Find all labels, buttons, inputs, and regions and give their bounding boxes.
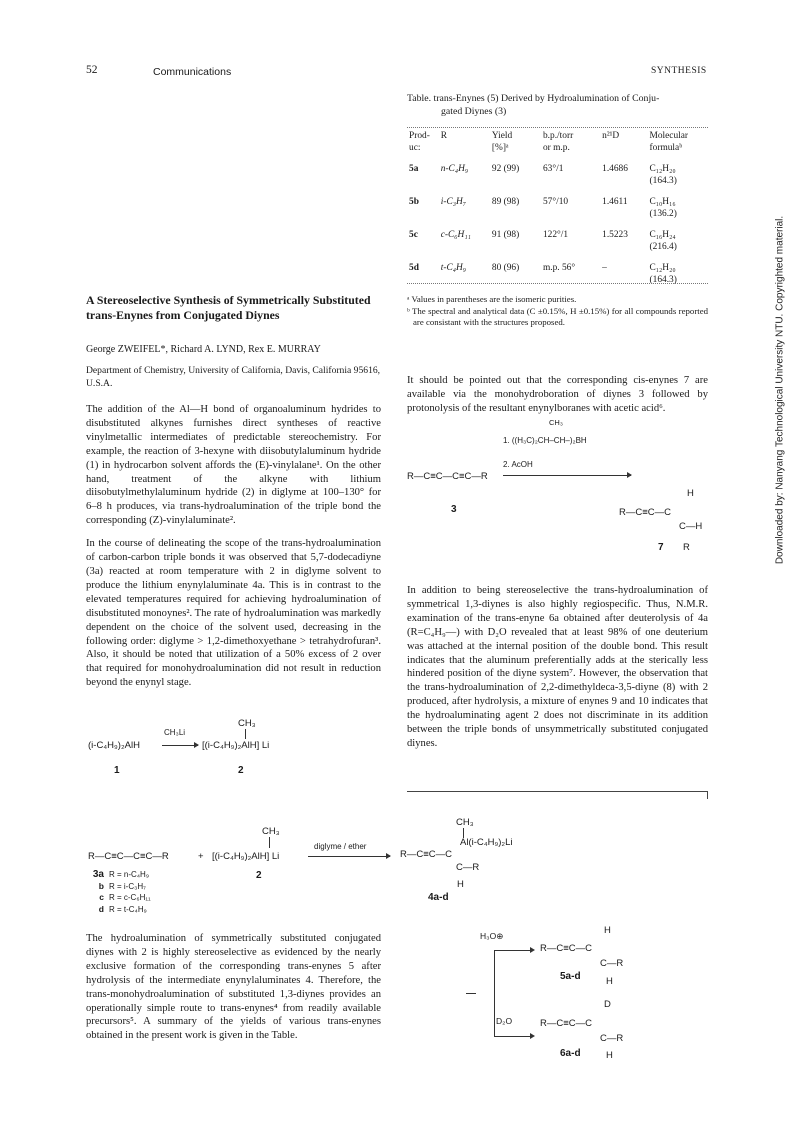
table-caption-line2: gated Diynes (3) (441, 105, 507, 117)
s3-p6-d: D (604, 999, 611, 1010)
cell-nd: – (602, 263, 607, 273)
s2-reagent: [(i-C₄H₉)₂AlH] Li (212, 851, 280, 862)
s2-reagent-ch3: CH₃ (262, 826, 280, 837)
s3-p6-label: 6a-d (560, 1048, 581, 1059)
table-header-cell: Prod- uc: (409, 131, 430, 153)
cell-bp: 57°/10 (542, 197, 569, 207)
s1-label-2: 2 (238, 765, 244, 776)
s3-d2o: D₂O (496, 1016, 513, 1026)
substituent-item (88, 904, 151, 916)
s4-ch3: CH₃ (549, 418, 563, 427)
table-caption-line1: Table. trans-Enynes (5) Derived by Hydroalumination of Conju- (407, 93, 660, 104)
cell-product: 5a (409, 164, 419, 174)
cell-yield: 80 (96) (491, 263, 520, 273)
s4-prod-ch: C—H (679, 521, 703, 532)
table-rule-bottom (407, 283, 708, 284)
data-table (409, 131, 709, 296)
section-name: Communications (153, 66, 232, 78)
substituent-value: R = t-C₄H₉ (109, 904, 147, 914)
s3-arrowhead-bottom (530, 1033, 535, 1039)
cell-r: n-C₄H₉ (440, 164, 469, 174)
table-header-cell: Molecular formulaᵇ (649, 131, 689, 153)
s2-prod-h: H (457, 879, 464, 890)
cell-yield: 89 (98) (491, 197, 520, 207)
scheme-4 (407, 418, 712, 578)
article-affiliation: Department of Chemistry, University of California, Davis, California 95616, U.S.A. (86, 365, 381, 389)
substituent-key: 3a (92, 869, 104, 880)
s4-arrow (503, 475, 631, 476)
s2-reagent-bond (269, 837, 270, 848)
substituent-item (88, 881, 151, 893)
s3-branch-vertical (494, 950, 495, 1036)
s3-arrow-bottom (494, 1036, 532, 1037)
substituent-value: R = c-C₆H₁₁ (109, 893, 151, 902)
right-column-text-1 (407, 374, 708, 416)
scheme-rule (407, 791, 708, 792)
s3-stub (466, 993, 476, 994)
s3-arrow-top (494, 950, 532, 951)
s3-p6-main: R—C≡C—C (540, 1018, 592, 1029)
s2-prod-al: Al(i-C₄H₉)₂Li (460, 837, 513, 848)
cell-formula: C₁₆H₂₄ (216.4) (649, 230, 677, 252)
s2-arrow (308, 856, 390, 857)
s4-reagent1: 1. ((H₃C)₂CH–CH–)₂BH (503, 436, 587, 445)
cell-yield: 92 (99) (491, 164, 520, 174)
s2-label-2: 2 (256, 870, 262, 881)
cell-bp: 63°/1 (542, 164, 564, 174)
s3-p5-h2: H (606, 976, 613, 987)
left-column-text (86, 403, 381, 690)
s4-diyne: R—C≡C—C≡C—R (407, 471, 488, 482)
table-header-cell: R (440, 131, 448, 141)
substituent-key: c (99, 892, 104, 902)
substituent-value: R = i-C₃H₇ (109, 881, 146, 891)
cell-bp: 122°/1 (542, 230, 569, 240)
s2-diyne: R—C≡C—C≡C—R (88, 851, 169, 862)
s4-prod-main: R—C≡C—C (619, 507, 671, 518)
table-row (409, 197, 709, 230)
journal-name: SYNTHESIS (651, 66, 707, 76)
s2-arrowhead (386, 853, 391, 859)
cell-r: c-C₆H₁₁ (440, 230, 471, 240)
table-header-cell: n²¹D (602, 131, 620, 141)
table-row (409, 164, 709, 197)
substituent-item (88, 870, 151, 881)
s4-label-7: 7 (658, 542, 664, 553)
scheme-3 (462, 925, 712, 1070)
s2-prod-main: R—C≡C—C (400, 849, 452, 860)
s2-prod-ch3: CH₃ (456, 817, 474, 828)
cell-nd: 1.4686 (602, 164, 628, 174)
cell-formula: C₁₀H₁₆ (136.2) (649, 197, 677, 219)
cell-nd: 1.4611 (602, 197, 628, 207)
table-row (409, 263, 709, 296)
s2-prod-cr: C—R (456, 862, 480, 873)
s4-reagent2: 2. AcOH (503, 460, 533, 469)
cell-yield: 91 (98) (491, 230, 520, 240)
scheme-rule-right (707, 791, 708, 799)
page-number: 52 (86, 64, 98, 76)
s1-arrowhead (194, 742, 199, 748)
substituent-item (88, 892, 151, 904)
cell-r: i-C₃H₇ (440, 197, 467, 207)
paragraph-5: In addition to being stereoselective the trans-hydroalumination of symmetrical 1,3-diynes is also highly regiospecific. Thus, N.M.R. examination of the trans-enyne 6a obtained after deuterolysis of 4a (R=C₄H₉—) with D₂O revealed that at least 98% of one deuterium was attached at the internal position of the double bond. This result indicates that the aluminum preferentially adds at the sterically less hindered position of the diyne system⁷. However, the observation that the trans-hydroalumination of 2,2-dimethyldeca-3,5-diyne (8) with 2 produced, after hydrolysis, a mixture of enynes 9 and 10 indicates that the hydroaluminating agent 2 does not discriminate in its addition between the triple bonds of unsymmetrically substituted conjugated diynes. (407, 585, 708, 749)
s1-arrow (162, 745, 198, 746)
s3-p6-cr: C—R (600, 1033, 624, 1044)
s1-reagent: CH₃Li (164, 728, 186, 737)
s4-label-3: 3 (451, 504, 457, 515)
table-row (409, 230, 709, 263)
paragraph-4: It should be pointed out that the corresponding cis-enynes 7 are available via the monohydroboration of diynes 3 followed by protonolysis of the resultant enynylboranes with acetic acid⁶. (407, 375, 708, 414)
cell-formula: C₁₂H₂₀ (164.3) (649, 164, 677, 186)
table-caption (407, 93, 707, 118)
s3-p5-cr: C—R (600, 958, 624, 969)
right-column-text-2 (407, 584, 708, 751)
s4-prod-r: R (683, 542, 690, 553)
table-header-cell: Yield [%]ᵃ (491, 131, 513, 153)
cell-product: 5c (409, 230, 418, 240)
table-footnotes (407, 294, 708, 329)
scheme-1 (86, 718, 386, 784)
cell-product: 5d (409, 263, 419, 273)
s1-product: [(i-C₄H₉)₂AlH] Li (202, 740, 270, 751)
cell-bp: m.p. 56° (542, 263, 576, 273)
s3-p5-h: H (604, 925, 611, 936)
s3-p5-label: 5a-d (560, 971, 581, 982)
cell-formula: C₁₂H₂₀ (164.3) (649, 263, 677, 285)
s3-p6-h: H (606, 1050, 613, 1061)
footnote-b: ᵇ The spectral and analytical data (C ±0.15%, H ±0.15%) for all compounds reported are consistant with the structures proposed. (407, 305, 708, 327)
s4-prod-h: H (687, 488, 694, 499)
s3-p5-main: R—C≡C—C (540, 943, 592, 954)
footnote-a: ᵃ Values in parentheses are the isomeric purities. (407, 294, 577, 304)
paragraph-2: In the course of delineating the scope of the trans-hydroalumination of carbon-carbon triple bonds it was observed that 5,7-dodecadiyne (3a) reacted at room temperature with 2 in diglyme solvent to produce the lithium enynylaluminate 4a. This is in contrast to the elevated temperatures required for achieving hydroalumination of disubstituted monoynes². The rate of hydroalumination was markedly dependent on the choice of the solvent used, decreasing in the following order: diglyme > 1,2-dimethoxyethane > tetrahydrofuran³. Also, it should be noted that utilization of a 50% excess of 2 over that required for monohydroalumination did not result in reduction beyond the enynyl stage. (86, 538, 381, 689)
s2-substituent-list (88, 870, 151, 915)
cell-product: 5b (409, 197, 419, 207)
download-notice: Downloaded by: Nanyang Technological University NTU. Copyrighted material. (774, 215, 786, 565)
s1-product-bond (245, 729, 246, 739)
substituent-key: b (98, 880, 104, 891)
cell-r: t-C₄H₉ (440, 263, 467, 273)
s2-solvent: diglyme / ether (314, 842, 367, 851)
table-header-row (409, 131, 709, 164)
s2-prod-label: 4a-d (428, 892, 449, 903)
table-rule-top (407, 127, 708, 128)
table-header-cell: b.p./torr or m.p. (542, 131, 574, 153)
s4-arrowhead (627, 472, 632, 478)
s1-product-ch3: CH₃ (238, 718, 256, 729)
s1-label-1: 1 (114, 765, 120, 776)
substituent-value: R = n-C₄H₉ (109, 870, 149, 879)
substituent-key: d (98, 903, 104, 914)
cell-nd: 1.5223 (602, 230, 628, 240)
article-authors: George ZWEIFEL*, Richard A. LYND, Rex E. MURRAY (86, 344, 321, 355)
paragraph-1: The addition of the Al—H bond of organoaluminum hydrides to disubstituted alkynes furnishes direct syntheses of reactive vinylmetallic intermediates of predictable stereochemistry. For example, the reaction of 3-hexyne with diisobutylaluminum hydride (1) in hydrocarbon solvent affords the (E)-vinylalane¹. On the other hand, treatment of the alkyne with lithium diisobutylmethylaluminum hydride (2) in diglyme at 100–130° for 6–8 h produces, via trans-hydroalumination of the triple bond the corresponding (Z)-vinylaluminate². (86, 404, 381, 527)
scheme-2 (86, 795, 616, 930)
article-title: A Stereoselective Synthesis of Symmetrically Substituted trans-Enynes from Conjugated Diynes (86, 293, 371, 322)
s3-arrowhead-top (530, 947, 535, 953)
paragraph-3: The hydroalumination of symmetrically substituted conjugated diynes with 2 is highly stereoselective as evidenced by the nearly exclusive formation of the corresponding trans-enynes 5 after hydrolysis of the intermediate enynylaluminates 4. Therefore, the trans-monohydroalumination of substituted 1,3-diynes provides an operationally simple route to trans-enynes⁴ from readily available precursors⁵. A summary of the yields of various trans-enynes obtained in the present work is given in the Table. (86, 933, 381, 1042)
s3-h3o: H₃O⊕ (480, 931, 504, 941)
left-column-text-2 (86, 932, 381, 1043)
s2-plus: + (198, 851, 204, 862)
s1-reactant: (i-C₄H₉)₂AlH (88, 740, 140, 751)
